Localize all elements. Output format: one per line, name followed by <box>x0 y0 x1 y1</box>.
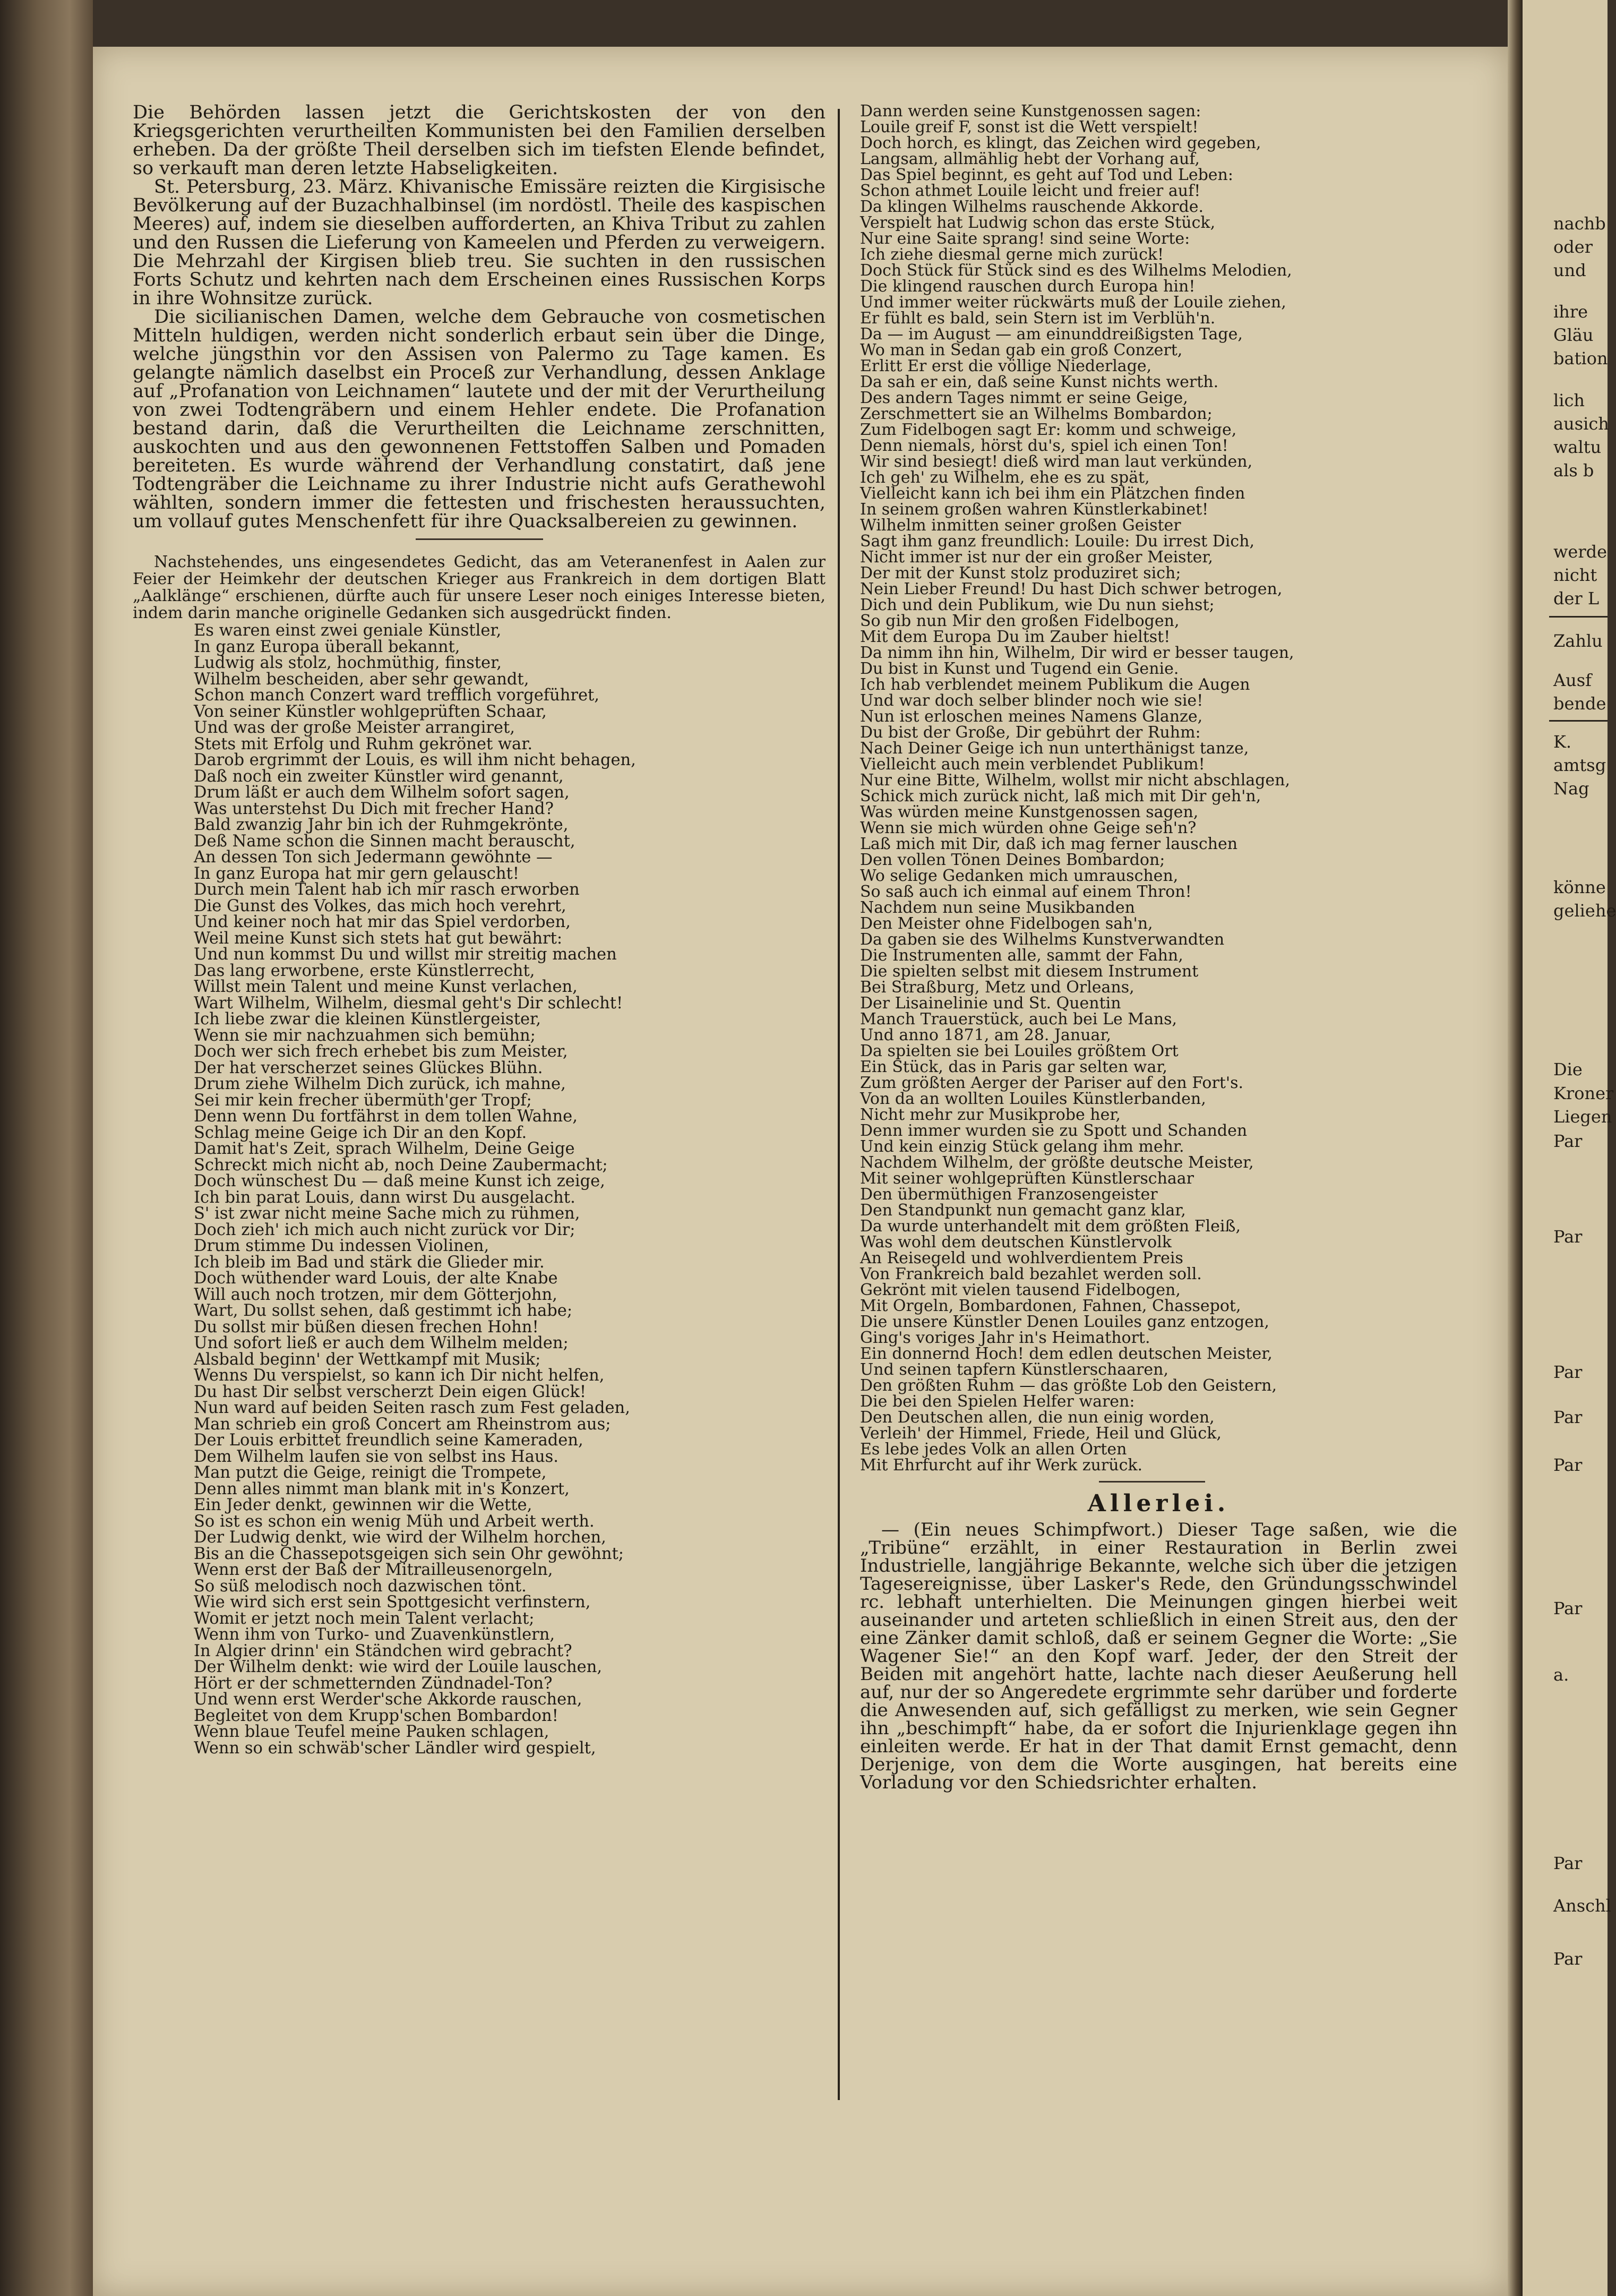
poem-line: Erlitt Er erst die völlige Niederlage, <box>860 357 1152 375</box>
poem-line: Ein Stück, das in Paris gar selten war, <box>860 1058 1167 1076</box>
allerlei-body <box>860 1521 1457 1792</box>
poem-line: Will auch noch trotzen, mir dem Götterjohn, <box>194 1285 557 1304</box>
poem-line: Bis an die Chassepotsgeigen sich sein Ohr gewöhnt; <box>194 1544 624 1563</box>
next-page-fragment: Par <box>1553 1131 1583 1151</box>
poem-line: Wilhelm bescheiden, aber sehr gewandt, <box>194 670 529 689</box>
next-page-fragment: Par <box>1553 1362 1583 1382</box>
poem-line: Nach Deiner Geige ich nun unterthänigst tanze, <box>860 739 1249 758</box>
next-page-fragment: Liegen <box>1553 1107 1612 1127</box>
poem-line: Ein donnernd Hoch! dem edlen deutschen Meister, <box>860 1344 1273 1363</box>
poem-line: Du bist in Kunst und Tugend ein Genie. <box>860 659 1179 678</box>
poem-line: Zum Fidelbogen sagt Er: komm und schweige, <box>860 421 1237 439</box>
poem-line: Da wurde unterhandelt mit dem größten Fleiß, <box>860 1217 1241 1236</box>
poem-line: Ich ziehe diesmal gerne mich zurück! <box>860 245 1164 264</box>
poem-line: Denn wenn Du fortfährst in dem tollen Wahne, <box>194 1107 578 1126</box>
news-paragraph: Die Behörden lassen jetzt die Gerichtskosten der von den Kriegsgerichten verurtheilten Kommunisten bei den Familien derselben erheben. Da der größte Theil derselben sich im tiefsten Elende befindet, so verkauft man deren letzte Habseligkeiten. <box>133 102 826 179</box>
poem-line: Wenn sie mir nachzuahmen sich bemühn; <box>194 1026 536 1045</box>
poem-line: Da — im August — am einunddreißigsten Tage, <box>860 325 1243 344</box>
poem-line: An Reisegeld und wohlverdientem Preis <box>860 1249 1183 1267</box>
poem-line: Mit dem Europa Du im Zauber hieltst! <box>860 628 1171 646</box>
poem-line: Denn immer wurden sie zu Spott und Schanden <box>860 1121 1248 1140</box>
poem-line: Da nimm ihn hin, Wilhelm, Dir wird er besser taugen, <box>860 644 1294 662</box>
poem-line: Verleih' der Himmel, Friede, Heil und Glück, <box>860 1424 1222 1443</box>
poem-line: Schreckt mich nicht ab, noch Deine Zaubermacht; <box>194 1155 608 1175</box>
poem-line: So gib nun Mir den großen Fidelbogen, <box>860 612 1180 630</box>
poem-line: Verspielt hat Ludwig schon das erste Stück, <box>860 213 1216 232</box>
poem-line: Wenn so ein schwäb'scher Ländler wird gespielt, <box>194 1738 596 1758</box>
poem-line: Und immer weiter rückwärts muß der Louile ziehen, <box>860 293 1286 312</box>
next-page-fragment: der L <box>1553 588 1600 609</box>
poem-line: Den übermüthigen Franzosengeister <box>860 1185 1158 1204</box>
poem-line: Es waren einst zwei geniale Künstler, <box>194 621 502 640</box>
poem-line: Wenn ihm von Turko- und Zuavenkünstlern, <box>194 1625 555 1644</box>
allerlei-heading: Allerlei. <box>1087 1490 1230 1517</box>
poem-line: Wenn erst der Baß der Mitrailleusenorgeln, <box>194 1561 553 1580</box>
next-page-fragment: waltu <box>1553 437 1602 457</box>
next-page-fragment: a. <box>1553 1665 1569 1685</box>
poem-line: Die bei den Spielen Helfer waren: <box>860 1392 1135 1411</box>
next-page-fragment: werde <box>1553 542 1608 562</box>
poem-line: Begleitet von dem Krupp'schen Bombardon! <box>194 1706 558 1725</box>
poem-line: Schick mich zurück nicht, laß mich mit Dir geh'n, <box>860 787 1261 806</box>
poem-line: Drum ziehe Wilhelm Dich zurück, ich mahne, <box>194 1075 566 1094</box>
poem-line: Louile greif F, sonst ist die Wett verspielt! <box>860 118 1199 136</box>
poem-line: Laß mich mit Dir, daß ich mag ferner lauschen <box>860 835 1238 853</box>
section-divider <box>416 538 543 540</box>
next-page-fragment: Par <box>1553 1227 1583 1247</box>
poem-line: Und nun kommst Du und willst mir streitig machen <box>194 945 617 964</box>
poem-line: Nur eine Saite sprang! sind seine Worte: <box>860 229 1190 248</box>
next-page-fragment: Zahlu <box>1553 631 1603 651</box>
poem-line: Ich geh' zu Wilhelm, ehe es zu spät, <box>860 468 1150 487</box>
poem-line: So saß auch ich einmal auf einem Thron! <box>860 883 1192 901</box>
poem-line: Die unsere Künstler Denen Louiles ganz entzogen, <box>860 1313 1269 1331</box>
poem-line: Daß noch ein zweiter Künstler wird genannt, <box>194 767 564 786</box>
next-page-fragment: könne <box>1553 877 1606 897</box>
poem-line: Denn alles nimmt man blank mit in's Konzert, <box>194 1479 570 1498</box>
poem-line: Durch mein Talent hab ich mir rasch erworben <box>194 880 580 899</box>
poem-line: Doch horch, es klingt, das Zeichen wird gegeben, <box>860 134 1261 152</box>
poem-line: Manch Trauerstück, auch bei Le Mans, <box>860 1010 1177 1029</box>
next-page-fragment: Par <box>1553 1598 1583 1618</box>
poem-line: Von Frankreich bald bezahlet werden soll. <box>860 1265 1202 1283</box>
poem-line: Der mit der Kunst stolz produziret sich; <box>860 564 1181 582</box>
poem-line: Drum läßt er auch dem Wilhelm sofort sagen, <box>194 783 570 802</box>
next-page-fragment: amtsg <box>1553 755 1606 775</box>
poem-line: Ludwig als stolz, hochmüthig, finster, <box>194 654 502 673</box>
poem-line: Das Spiel beginnt, es geht auf Tod und Leben: <box>860 166 1233 184</box>
poem-line: Ging's voriges Jahr in's Heimathort. <box>860 1329 1150 1347</box>
poem-line: Deß Name schon die Sinnen macht berauscht, <box>194 832 575 851</box>
next-page-fragment: Par <box>1553 1407 1583 1427</box>
poem-line: Die Gunst des Volkes, das mich hoch verehrt, <box>194 896 566 915</box>
poem-line: Er fühlt es bald, sein Stern ist im Verblüh'n. <box>860 309 1216 328</box>
poem-line: Den größten Ruhm — das größte Lob den Geistern, <box>860 1376 1277 1395</box>
poem-line: Nein Lieber Freund! Du hast Dich schwer betrogen, <box>860 580 1283 598</box>
poem-line: Und keiner noch hat mir das Spiel verdorben, <box>194 913 571 932</box>
next-page-edge <box>1523 0 1616 2296</box>
next-page-fragment: oder <box>1553 237 1593 257</box>
poem-line: Sagt ihm ganz freundlich: Louile: Du irrest Dich, <box>860 532 1255 551</box>
column-rule <box>838 109 840 2100</box>
next-page-fragment: geliehe <box>1553 901 1616 921</box>
next-page-rule <box>1549 720 1608 722</box>
poem-line: Ich bin parat Louis, dann wirst Du ausgelacht. <box>194 1188 575 1207</box>
next-page-fragment: Anschl <box>1553 1896 1611 1916</box>
poem-line: Zum größten Aerger der Pariser auf den Fort's. <box>860 1074 1244 1092</box>
poem-line: Da klingen Wilhelms rauschende Akkorde. <box>860 198 1204 216</box>
poem-right <box>860 104 1457 1473</box>
poem-line: Womit er jetzt noch mein Talent verlacht; <box>194 1609 535 1628</box>
book-binding <box>0 0 93 2296</box>
poem-line: Nachdem Wilhelm, der größte deutsche Meister, <box>860 1153 1254 1172</box>
poem-line: An dessen Ton sich Jedermann gewöhnte — <box>194 848 553 867</box>
poem-line: Nun ward auf beiden Seiten rasch zum Fest geladen, <box>194 1399 630 1418</box>
left-column <box>133 104 826 1757</box>
poem-line: Stets mit Erfolg und Ruhm gekrönet war. <box>194 734 533 753</box>
poem-line: In Algier drinn' ein Ständchen wird gebracht? <box>194 1641 572 1660</box>
next-page-fragment: und <box>1553 260 1586 280</box>
poem-line: Schlag meine Geige ich Dir an den Kopf. <box>194 1123 527 1142</box>
poem-line: Zerschmettert sie an Wilhelms Bombardon; <box>860 405 1213 423</box>
poem-line: Man schrieb ein groß Concert am Rheinstrom aus; <box>194 1415 611 1434</box>
poem-line: Der Louis erbittet freundlich seine Kameraden, <box>194 1431 583 1450</box>
poem-line: Nicht mehr zur Musikprobe her, <box>860 1106 1121 1124</box>
poem-line: Wir sind besiegt! dieß wird man laut verkünden, <box>860 452 1253 471</box>
poem-line: Den vollen Tönen Deines Bombardon; <box>860 851 1165 869</box>
next-page-fragment: nicht <box>1553 565 1597 585</box>
poem-line: Des andern Tages nimmt er seine Geige, <box>860 389 1188 407</box>
next-page-fragment: Nag <box>1553 778 1589 799</box>
poem-line: Doch wer sich frech erhebet bis zum Meister, <box>194 1042 568 1061</box>
poem-line: Ich bleib im Bad und stärk die Glieder mir. <box>194 1253 545 1272</box>
poem-line: Und kein einzig Stück gelang ihm mehr. <box>860 1137 1184 1156</box>
section-divider <box>1099 1481 1205 1483</box>
poem-line: Langsam, allmählig hebt der Vorhang auf, <box>860 150 1200 168</box>
poem-line: Bald zwanzig Jahr bin ich der Ruhmgekrönte, <box>194 816 569 835</box>
next-page-fragment: Par <box>1553 1853 1583 1873</box>
poem-line: Willst mein Talent und meine Kunst verlachen, <box>194 978 578 997</box>
page-gutter <box>1508 0 1523 2296</box>
poem-line: Schon athmet Louile leicht und freier auf! <box>860 182 1201 200</box>
poem-line: Dich und dein Publikum, wie Du nun siehst; <box>860 596 1215 614</box>
poem-line: Den Deutschen allen, die nun einig worden, <box>860 1408 1215 1427</box>
next-page-fragment: bende <box>1553 693 1606 714</box>
poem-line: Doch Stück für Stück sind es des Wilhelms Melodien, <box>860 261 1292 280</box>
next-page-fragment: als b <box>1553 460 1594 481</box>
poem-line: Du hast Dir selbst verscherzt Dein eigen Glück! <box>194 1382 587 1401</box>
poem-line: So ist es schon ein wenig Müh und Arbeit werth. <box>194 1512 595 1531</box>
poem-line: Weil meine Kunst sich stets hat gut bewährt: <box>194 929 563 948</box>
poem-line: Und was der große Meister arrangiret, <box>194 718 515 738</box>
poem-line: Was unterstehst Du Dich mit frecher Hand? <box>194 799 554 818</box>
poem-line: Da gaben sie des Wilhelms Kunstverwandten <box>860 930 1225 949</box>
poem-line: S' ist zwar nicht meine Sache mich zu rühmen, <box>194 1204 580 1223</box>
poem-line: Was würden meine Kunstgenossen sagen, <box>860 803 1199 821</box>
poem-line: Drum stimme Du indessen Violinen, <box>194 1237 489 1256</box>
news-paragraph: Die sicilianischen Damen, welche dem Gebrauche von cosmetischen Mitteln huldigen, werden nicht sonderlich erbaut sein über die Dinge, welche jüngsthin vor den Assisen von Palermo zu Tage kamen. Es gelangte nämlich daselbst ein Proceß zur Verhandlung, dessen Anklage auf „Profanation von Leichnamen“ lautete und der mit der Verurtheilung von zwei Todtengräbern und einem Hehler endete. Die Profanation bestand darin, daß die Verurtheilten die Leichname zerschnitten, auskochten und aus den gewonnenen Fettstoffen Salben und Pomaden bereiteten. Es wurde während der Verhandlung constatirt, daß jene Todtengräber die Leichname zu ihrer Industrie nicht aufs Gerathewohl wählten, sondern immer die fettesten und frischesten heraussuchten, um vollauf gutes Menschenfett für ihre Quacksalbereien zu gewinnen. <box>133 306 826 532</box>
poem-line: Doch wünschest Du — daß meine Kunst ich zeige, <box>194 1172 605 1191</box>
next-page-fragment: Ausf <box>1553 670 1592 690</box>
poem-line: Ich hab verblendet meinem Publikum die Augen <box>860 675 1250 694</box>
poem-line: Ein Jeder denkt, gewinnen wir die Wette, <box>194 1496 532 1515</box>
poem-line: Der Wilhelm denkt: wie wird der Louile lauschen, <box>194 1658 603 1677</box>
poem-line: Was wohl dem deutschen Künstlervolk <box>860 1233 1172 1252</box>
poem-line: Wart, Du sollst sehen, daß gestimmt ich habe; <box>194 1301 573 1321</box>
poem-line: Nur eine Bitte, Wilhelm, wollst mir nicht abschlagen, <box>860 771 1291 790</box>
poem-line: Und war doch selber blinder noch wie sie! <box>860 691 1204 710</box>
poem-line: Und anno 1871, am 28. Januar, <box>860 1026 1112 1044</box>
poem-line: Mit Ehrfurcht auf ihr Werk zurück. <box>860 1456 1143 1475</box>
allerlei-paragraph: — (Ein neues Schimpfwort.) Dieser Tage saßen, wie die „Tribüne“ erzählt, in einer Restauration in Berlin zwei Industrielle, langjährige Bekannte, welche sich über die jetzigen Tagesereignisse, über Lasker's Rede, den Gründungsschwindel rc. lebhaft unterhielten. Die Meinungen gingen hierbei weit auseinander und arteten schließlich in einen Streit aus, den der eine Zänker damit schloß, daß er seinem Gegner die Worte: „Sie Wagener Sie!“ an den Kopf warf. Jeder, der den Streit der Beiden mit angehört hatte, lachte nach dieser Aeußerung hell auf, nur der so Angeredete ergrimmte sehr darüber und forderte die Anwesenden auf, sich gefälligst zu merken, wie sein Gegner ihn „beschimpft“ habe, da er sofort die Injurienklage gegen ihn einleiten werde. Er hat in der That damit Ernst gemacht, denn Derjenige, von dem die Worte ausgingen, hat bereits eine Vorladung vor den Schiedsrichter erhalten. <box>860 1519 1457 1794</box>
next-page-fragment: ausich <box>1553 414 1609 434</box>
poem-line: Die spielten selbst mit diesem Instrument <box>860 962 1199 981</box>
poem-line: Sei mir kein frecher übermüth'ger Tropf; <box>194 1091 532 1110</box>
poem-line: Du bist der Große, Dir gebührt der Ruhm: <box>860 723 1201 742</box>
next-page-fragment: ihre <box>1553 302 1588 322</box>
poem-line: Wart Wilhelm, Wilhelm, diesmal geht's Dir schlecht! <box>194 993 623 1013</box>
poem-line: Und seinen tapfern Künstlerschaaren, <box>860 1360 1169 1379</box>
poem-line: In ganz Europa überall bekannt, <box>194 637 460 656</box>
right-column <box>860 104 1457 1792</box>
poem-line: Alsbald beginn' der Wettkampf mit Musik; <box>194 1350 541 1369</box>
poem-line: Damit hat's Zeit, sprach Wilhelm, Deine Geige <box>194 1140 575 1159</box>
poem-line: Das lang erworbene, erste Künstlerrecht, <box>194 961 535 980</box>
poem-line: Der hat verscherzet seines Glückes Blühn. <box>194 1058 543 1077</box>
poem-line: Hört er der schmetternden Zündnadel-Ton? <box>194 1674 553 1693</box>
poem-line: Nun ist erloschen meines Namens Glanze, <box>860 707 1203 726</box>
poem-line: Nicht immer ist nur der ein großer Meister, <box>860 548 1213 567</box>
news-items <box>133 104 826 531</box>
next-page-fragment: Die <box>1553 1059 1583 1080</box>
next-page-fragment: Par <box>1553 1455 1583 1475</box>
next-page-fragment: lich <box>1553 390 1585 410</box>
poem-left <box>133 623 826 1757</box>
poem-line: Da spielten sie bei Louiles größtem Ort <box>860 1042 1179 1060</box>
next-page-fragment: Kroner <box>1553 1083 1614 1103</box>
poem-line: Vielleicht auch mein verblendet Publikum! <box>860 755 1205 774</box>
poem-intro: Nachstehendes, uns eingesendetes Gedicht, das am Veteranenfest in Aalen zur Feier der Heimkehr der deutschen Krieger aus Frankreich in dem dortigen Blatt „Aalklänge“ erschienen, dürfte auch für unsere Leser noch einiges Interesse bieten, indem darin manche originelle Gedanken sich ausgedrückt finden. <box>133 553 826 623</box>
poem-line: So süß melodisch noch dazwischen tönt. <box>194 1577 527 1596</box>
poem-line: Und wenn erst Werder'sche Akkorde rauschen, <box>194 1690 582 1709</box>
poem-line: Darob ergrimmt der Louis, es will ihm nicht behagen, <box>194 751 636 770</box>
poem-line: In ganz Europa hat mir gern gelauscht! <box>194 864 520 883</box>
poem-line: Wo man in Sedan gab ein groß Conzert, <box>860 341 1183 359</box>
poem-line: Vielleicht kann ich bei ihm ein Plätzchen finden <box>860 484 1245 503</box>
poem-line: Denn niemals, hörst du's, spiel ich einen Ton! <box>860 436 1228 455</box>
next-page-fragment: Gläu <box>1553 325 1594 345</box>
poem-line: Wenn blaue Teufel meine Pauken schlagen, <box>194 1723 549 1742</box>
poem-line: Dem Wilhelm laufen sie von selbst ins Haus. <box>194 1447 558 1466</box>
poem-line: Es lebe jedes Volk an allen Orten <box>860 1440 1127 1459</box>
poem-line: Dann werden seine Kunstgenossen sagen: <box>860 102 1201 121</box>
news-paragraph: St. Petersburg, 23. März. Khivanische Emissäre reizten die Kirgisische Bevölkerung auf der Buzachhalbinsel (im nordöstl. Theile des kaspischen Meeres) auf, indem sie dieselben aufforderten, an Khiva Tribut zu zahlen und den Russen die Lieferung von Kameelen und Pferden zu verweigern. Die Mehrzahl der Kirgisen blieb treu. Sie suchten in den russischen Forts Schutz und kehrten nach dem Erscheinen eines Russischen Korps in ihre Wohnsitze zurück. <box>133 176 826 309</box>
poem-line: Wilhelm inmitten seiner großen Geister <box>860 516 1181 535</box>
next-page-rule <box>1549 616 1608 618</box>
next-page-fragment: K. <box>1553 732 1572 752</box>
poem-line: Den Meister ohne Fidelbogen sah'n, <box>860 914 1153 933</box>
poem-line: Man putzt die Geige, reinigt die Trompete, <box>194 1463 547 1483</box>
poem-line: Bei Straßburg, Metz und Orleans, <box>860 978 1134 997</box>
poem-line: Da sah er ein, daß seine Kunst nichts werth. <box>860 373 1219 391</box>
poem-line: Gekrönt mit vielen tausend Fidelbogen, <box>860 1281 1181 1299</box>
poem-line: Schon manch Conzert ward trefflich vorgeführet, <box>194 686 599 705</box>
poem-line: Wenns Du verspielst, so kann ich Dir nicht helfen, <box>194 1366 605 1385</box>
poem-line: Der Lisainelinie und St. Quentin <box>860 994 1121 1013</box>
poem-line: Von da an wollten Louiles Künstlerbanden, <box>860 1090 1206 1108</box>
next-page-fragment: Par <box>1553 1949 1583 1969</box>
poem-line: Doch zieh' ich mich auch nicht zurück vor Dir; <box>194 1220 575 1239</box>
poem-line: Den Standpunkt nun gemacht ganz klar, <box>860 1201 1186 1220</box>
poem-line: Nachdem nun seine Musikbanden <box>860 898 1135 917</box>
poem-line: Wo selige Gedanken mich umrauschen, <box>860 867 1179 885</box>
poem-line: Die klingend rauschen durch Europa hin! <box>860 277 1196 296</box>
poem-line: Mit seiner wohlgeprüften Künstlerschaar <box>860 1169 1194 1188</box>
poem-line: Die Instrumenten alle, sammt der Fahn, <box>860 946 1183 965</box>
poem-line: Und sofort ließ er auch dem Wilhelm melden; <box>194 1334 569 1353</box>
poem-line: In seinem großen wahren Künstlerkabinet! <box>860 500 1209 519</box>
poem-line: Der Ludwig denkt, wie wird der Wilhelm horchen, <box>194 1528 606 1547</box>
poem-line: Wenn sie mich würden ohne Geige seh'n? <box>860 819 1197 837</box>
poem-line: Ich liebe zwar die kleinen Künstlergeister, <box>194 1010 541 1029</box>
poem-line: Doch wüthender ward Louis, der alte Knabe <box>194 1269 558 1288</box>
poem-line: Du sollst mir büßen diesen frechen Hohn! <box>194 1317 539 1337</box>
next-page-fragment: bation <box>1553 348 1608 369</box>
poem-line: Von seiner Künstler wohlgeprüften Schaar, <box>194 702 547 721</box>
poem-line: Wie wird sich erst sein Spottgesicht verfinstern, <box>194 1593 591 1612</box>
next-page-fragment: nachb <box>1553 213 1606 234</box>
poem-line: Mit Orgeln, Bombardonen, Fahnen, Chassepot, <box>860 1297 1241 1315</box>
